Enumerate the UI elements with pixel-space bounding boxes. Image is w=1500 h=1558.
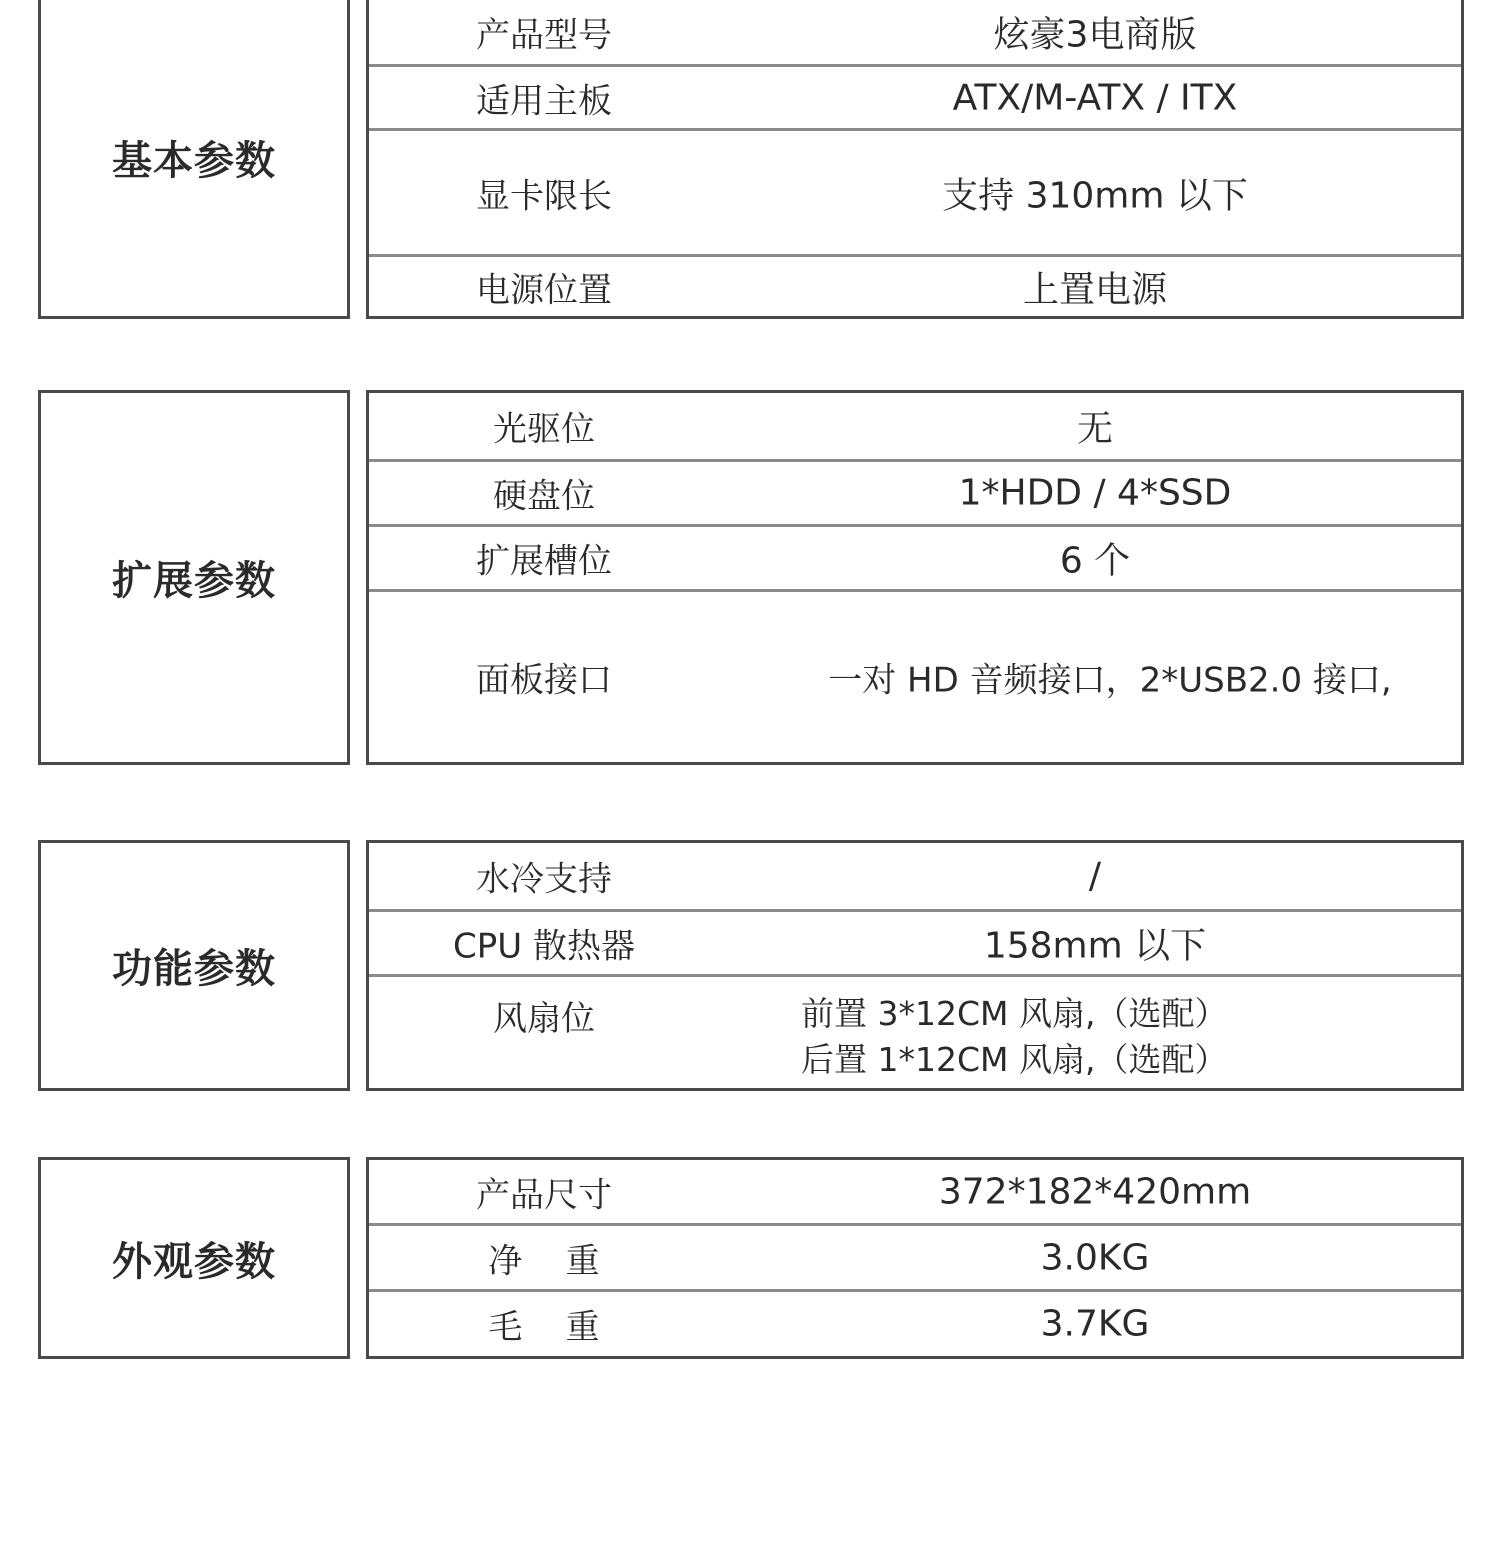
spec-table: [366, 0, 1464, 319]
table-row: [369, 0, 1461, 64]
spec-key: 毛 重: [488, 1307, 600, 1348]
table-row: [369, 974, 1461, 1088]
spec-value: 158mm 以下: [983, 925, 1207, 967]
spec-value: 无: [1076, 408, 1113, 450]
table-row: [369, 254, 1461, 316]
category-cell: [38, 0, 350, 319]
spec-value-line: 后置 1*12CM 风扇,（选配）: [801, 1040, 1228, 1079]
spec-value: 支持 310mm 以下: [942, 175, 1248, 216]
spec-value: 1*HDD / 4*SSD: [958, 472, 1232, 514]
spec-key: 光驱位: [493, 409, 595, 450]
category-cell: [38, 840, 350, 1091]
spec-value: ATX/M-ATX / ITX: [952, 77, 1238, 118]
table-row: [369, 459, 1461, 524]
table-row: [369, 909, 1461, 974]
table-row: [369, 589, 1461, 762]
spec-section-basic: [38, 0, 1464, 319]
spec-value: 6 个: [1059, 540, 1131, 582]
table-row: [369, 1160, 1461, 1223]
category-cell: [38, 1157, 350, 1359]
spec-value-multiline: [801, 991, 1461, 1083]
spec-key: 硬盘位: [493, 476, 595, 517]
spec-key: 净 重: [488, 1241, 600, 1281]
spec-section-appearance: [38, 1157, 1464, 1359]
table-row: [369, 128, 1461, 254]
table-row: [369, 393, 1461, 459]
spec-value: 炫豪3电商版: [993, 14, 1197, 55]
spec-key: 适用主板: [476, 81, 612, 121]
spec-key: 风扇位: [493, 999, 595, 1039]
spec-key: 产品型号: [476, 15, 612, 55]
spec-value: 372*182*420mm: [938, 1171, 1252, 1212]
table-row: [369, 843, 1461, 909]
spec-key: CPU 散热器: [453, 926, 635, 967]
table-row: [369, 524, 1461, 589]
spec-section-expansion: [38, 390, 1464, 765]
table-row: [369, 1289, 1461, 1356]
spec-section-function: [38, 840, 1464, 1091]
category-label: 基本参数: [112, 138, 276, 184]
table-row: [369, 1223, 1461, 1289]
spec-key: 水冷支持: [476, 859, 612, 900]
category-cell: [38, 390, 350, 765]
category-label: 外观参数: [112, 1238, 276, 1285]
spec-key: 电源位置: [476, 270, 612, 310]
table-row: [369, 64, 1461, 128]
spec-value: 3.0KG: [1040, 1237, 1150, 1278]
spec-value: 上置电源: [1022, 269, 1167, 310]
spec-key: 面板接口: [476, 660, 612, 701]
spec-value: 3.7KG: [1040, 1303, 1150, 1345]
spec-table: [366, 840, 1464, 1091]
category-label: 功能参数: [112, 946, 276, 992]
spec-key: 扩展槽位: [476, 541, 612, 582]
spec-key: 产品尺寸: [476, 1175, 612, 1215]
spec-value: 一对 HD 音频接口，2*USB2.0 接口,: [828, 660, 1392, 701]
spec-value: /: [1088, 855, 1102, 897]
category-label: 扩展参数: [112, 558, 276, 604]
spec-table: [366, 1157, 1464, 1359]
spec-table: [366, 390, 1464, 765]
spec-key: 显卡限长: [476, 176, 612, 216]
spec-value-line: 前置 3*12CM 风扇,（选配）: [801, 994, 1228, 1033]
